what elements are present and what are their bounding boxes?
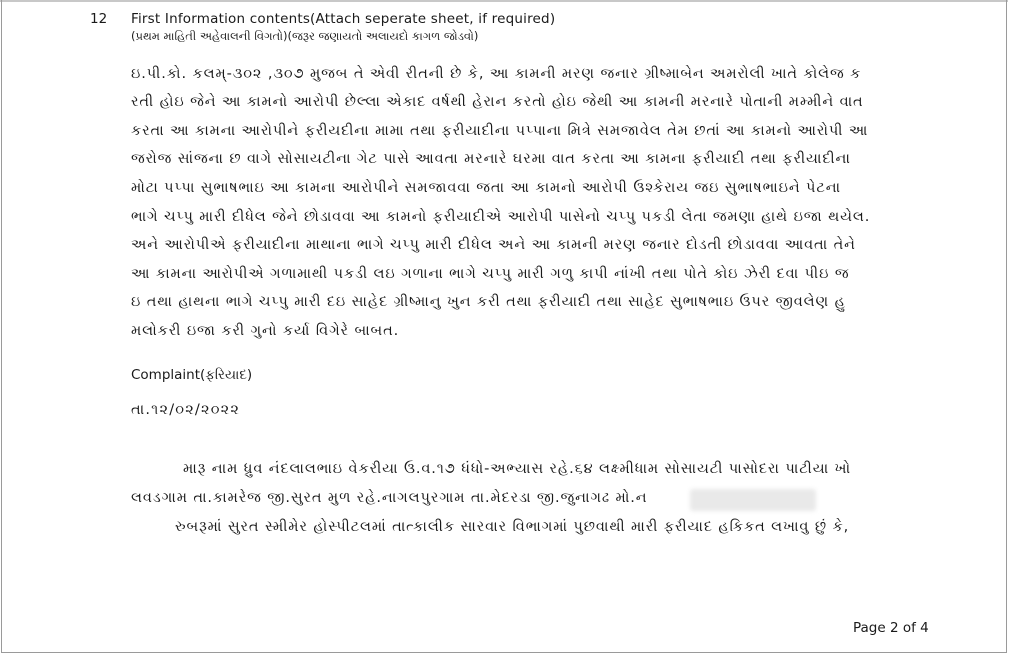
first-info-line: ઇ.પી.કો. કલમ્-૩૦૨ ,૩૦૭ મુજબ તે એવી રીતની છે કે, આ કામની મરણ જનાર ગ્રીષ્માબેન અમરોલી ખાતે કોલેજ ક (131, 66, 862, 82)
complaint-label: Complaint(ફરિયાદ) (131, 367, 253, 383)
first-info-line: જરોજ સાંજના છ વાગે સોસાયટીના ગેટ પાસે આવતા મરનારે ઘરમા વાત કરતા આ કામના ફરીયાદી તથા ફરીયાદીના (131, 151, 851, 167)
complaint-line: મારૂ નામ ધ્રુવ નંદલાલભાઇ વેકરીયા ઉ.વ.૧૭ ધંધો-અભ્યાસ રહે.૬૪ લક્ષ્મીધામ સોસાયટી પાસોદરા પાટીયા ખો (183, 461, 852, 477)
first-info-line: ભાગે ચપ્પુ મારી દીધેલ જેને છોડાવવા આ કામનો ફરીયાદીએ આરોપી પાસેનો ચપ્પુ પકડી લેતા જમણા હાથે ઇજા થયેલ. (131, 209, 871, 225)
section-subtitle: (પ્રથમ માહિતી અહેવાલની વિગતો)(જરૂર જણાયતો અલાયદો કાગળ જોડવો) (131, 29, 479, 43)
section-title: First Information contents(Attach seperate sheet, if required) (131, 11, 556, 27)
complaint-date: તા.૧૨/૦૨/૨૦૨૨ (131, 402, 241, 418)
first-info-line: આ કામના આરોપીએ ગળામાથી પકડી લઇ ગળાના ભાગે ચપ્પુ મારી ગળુ કાપી નાંખી તથા પોતે કોઇ ઝેરી દવા પીઇ જ (131, 266, 850, 282)
first-info-line: મોટા પપ્પા સુભાષભાઇ આ કામના આરોપીને સમજાવવા જતા આ કામનો આરોપી ઉશ્કેરાય જઇ સુભાષભાઇને પેટના (131, 180, 841, 196)
section-number: 12 (90, 11, 108, 27)
first-info-line: રતી હોઇ જેને આ કામનો આરોપી છેલ્લા એકાદ વર્ષથી હેરાન કરતો હોઇ જેથી આ કામની મરનારે પોતાની મમ્મીને વાત (131, 94, 864, 110)
complaint-line: લવડગામ તા.કામરેજ જી.સુરત મુળ રહે.નાગલપુરગામ તા.મેદરડા જી.જુનાગઢ મો.ન (131, 490, 648, 506)
complaint-line: રુબરૂમાં સુરત સ્મીમેર હોસ્પીટલમાં તાત્કાલીક સારવાર વિભાગમાં પુછવાથી મારી ફરીયાદ હકિકત લખાવુ છું કે, (175, 519, 850, 535)
first-info-line: ઇ તથા હાથના ભાગે ચપ્પુ મારી દઇ સાહેદ ગ્રીષ્માનુ ખુન કરી તથા ફરીયાદી તથા સાહેદ સુભાષભાઇ ઉપર જીવલેણ હુ (131, 294, 846, 310)
first-info-line: કરતા આ કામના આરોપીને ફરીયદીના મામા તથા ફરીયાદીના પપ્પાના મિત્રે સમજાવેલ તેમ છતાં આ કામનો આરોપી આ (131, 123, 869, 139)
redacted-phone-number (690, 489, 816, 511)
first-info-line: મલોકરી ઇજા કરી ગુનો કર્યા વિગેરે બાબત. (131, 323, 400, 339)
first-info-line: અને આરોપીએ ફરીયાદીના માથાના ભાગે ચપ્પુ મારી દીધેલ અને આ કામની મરણ જનાર દોડતી છોડાવવા આવતા તેને (131, 237, 856, 253)
page-number: Page 2 of 4 (853, 620, 929, 636)
